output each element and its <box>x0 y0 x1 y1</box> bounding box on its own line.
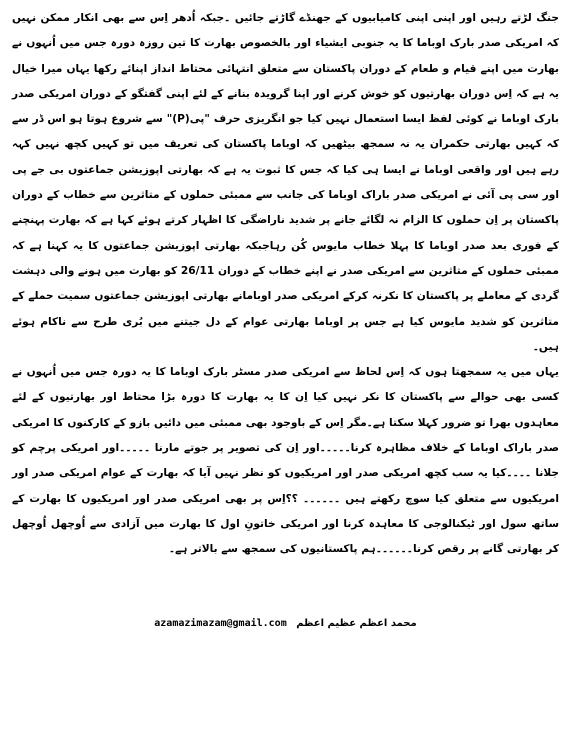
author-name: محمد اعظم عظیم اعظم <box>296 618 417 629</box>
signature-line <box>0 618 571 629</box>
paragraph-1: جنگ لڑتے رہیں اور اپنی اپنی کامیابیوں کے جھنڈے گاڑتے جائیں ۔جبکہ اُدھر اِس سے بھی انکار ممکن نہیں کہ امریکی صدر بارک اوباما کا یہ جنوبی ایشیاء اور بالخصوص بھارت کا تین روزہ دورہ جس میں اُنہوں نے بھارت میں اپنے قیام و طعام کے دوران پاکستان سے متعلق انتہائی محتاط انداز اپنائے رکھا یہاں میرا خیال یہ ہے کہ اِس دوران بھارتیوں کو خوش کرنے اور اپنا گرویدہ بنانے کے لئے اپنی گفتگو کے دوران امریکی صدر بارک اوباما نے کوئی لفظ ایسا استعمال نہیں کیا جو انگریزی حرف "پی(P)" سے شروع ہوتا ہو اس ڈر سے کہ کہیں بھارتی حکمران یہ نہ سمجھ بیٹھیں کہ اوباما پاکستان کی تعریف میں تو کہیں کچھ نہیں کہہ رہے ہیں اور واقعی اوباما نے ایسا ہی کیا کہ جس کا ثبوت یہ ہے کہ بھارتی اپوزیشن جماعتوں بی جے پی اور سی پی آئی نے امریکی صدر باراک اوباما کی جانب سے ممبئی حملوں کے متاثرین سے خطاب کے دوران پاکستان پر اِن حملوں کا الزام نہ لگائے جانے پر شدید ناراضگی کا اظہار کرتے ہوئے کہا ہے کہ بھارت پہنچنے کے فوری بعد صدر اوباما کا پہلا خطاب مایوس کُن رہاجبکہ بھارتی اپوزیشن جماعتوں کا یہ کہنا ہے کہ ممبئی حملوں کے متاثرین سے امریکی صدر نے اپنے خطاب کے دوران 26/11 کو بھارت میں ہونے والی دہشت گردی کے معاملے پر پاکستان کا نکرنہ کرکے امریکی صدر اوبامانے بھارتی اپوزیشن جماعتوں سمیت حملے کے متاثرین کو شدید مایوس کیا ہے جس پر اوباما بھارتی عوام کے دل جیتنے میں بُری طرح سے ناکام ہوئے ہیں۔ <box>12 12 560 353</box>
paragraph-2: یہاں میں یہ سمجھتا ہوں کہ اِس لحاظ سے امریکی صدر مسٹر بارک اوباما کا یہ دورہ جس میں اُنہوں نے کسی بھی حوالے سے پاکستان کا نکر نہیں کیا اِن کا یہ بھارت کا دورہ بڑا محتاط اور بھارتیوں کے لئے معاہدوں بھرا تو ضرور کہلا سکتا ہے۔مگر اِس کے باوجود بھی ممبئی میں دائیں بازو کے کارکنوں کا امریکی صدر باراک اوباما کے خلاف مظاہرہ کرنا۔۔۔۔۔اور اِن کی تصویر پر جوتے مارنا ۔۔۔۔۔اور امریکی پرچم کو جلانا ۔۔۔۔کیا یہ سب کچھ امریکی صدر اور امریکیوں کو نظر نہیں آیا کہ بھارت کے عوام امریکی صدر اور امریکیوں سے متعلق کیا سوچ رکھتے ہیں ۔۔۔۔۔۔ ؟؟اِس پر بھی امریکی صدر اور امریکیوں کا بھارت کے ساتھ سول اور ٹیکنالوجی کا معاہدہ کرنا اور امریکی خاتونِ اول کا بھارت میں آزادی سے اُوچھل اُوچھل کر بھارتی گانے پر رقص کرنا۔۔۔۔۔۔ہم پاکستانیوں کی سمجھ سے بالاتر ہے۔ <box>12 366 559 556</box>
article-body <box>12 6 559 563</box>
author-email: azamazimazam@gmail.com <box>154 618 287 629</box>
